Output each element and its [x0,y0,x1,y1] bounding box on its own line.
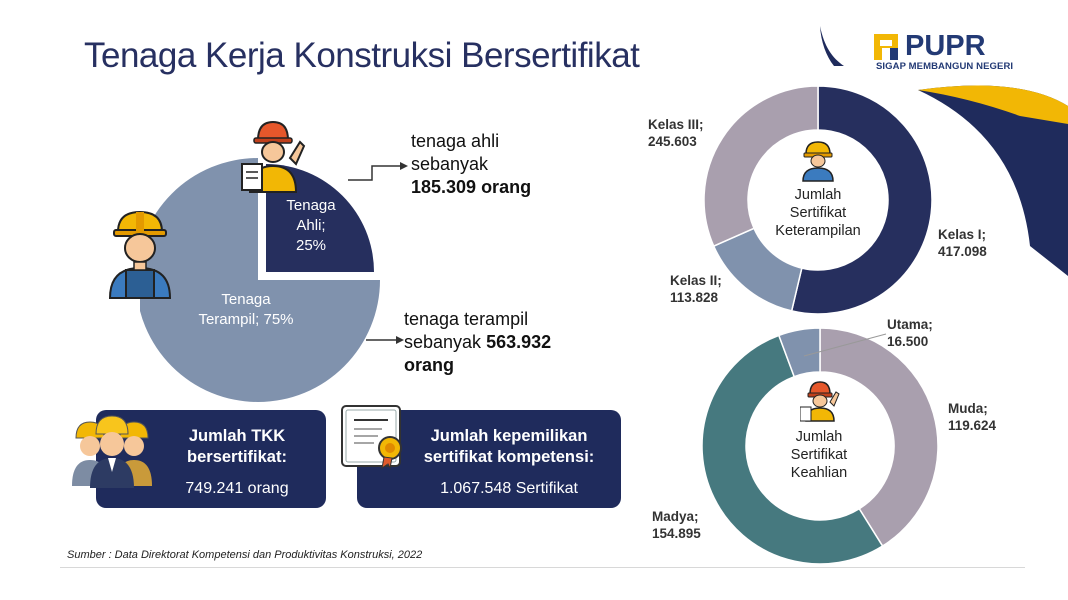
label-madya [652,508,701,542]
card-kepemilikan-value: 1.067.548 Sertifikat [440,480,578,497]
label-kelas-ii [670,272,722,306]
annotation-terampil [404,308,551,377]
pie-label-ahli-line1: Tenaga [286,197,336,214]
label-madya-name: Madya; [652,509,699,524]
label-kelas-iii-value: 245.603 [648,134,697,149]
donut-1-center-label [760,186,876,240]
label-kelas-i-name: Kelas I; [938,227,987,242]
annotation-ahli [411,130,531,199]
group-workers-icon [72,408,152,488]
donut-1-center-line1: Jumlah [794,187,842,203]
label-kelas-iii-name: Kelas III; [648,117,704,132]
pie-label-ahli [276,196,346,256]
engineer-small-icon [800,380,840,422]
annotation-ahli-line2: sebanyak [411,154,489,174]
logo-wordmark: PUPR [905,30,986,62]
donut-2-center-label [766,428,872,482]
label-muda-value: 119.624 [948,418,997,433]
source-note: Sumber : Data Direktorat Kompetensi dan Produktivitas Konstruksi, 2022 [67,549,423,561]
label-utama-name: Utama; [887,317,933,332]
utama-leader-line [790,326,900,366]
logo-tagline: SIGAP MEMBANGUN NEGERI [876,61,1014,72]
annotation-terampil-prefix: sebanyak [404,332,487,352]
pie-label-terampil-line1: Tenaga [221,291,271,308]
donut-2-center-line2: Sertifikat [790,447,848,463]
donut-2-center-line1: Jumlah [795,429,843,445]
pie-label-terampil [176,290,316,330]
engineer-icon [240,118,306,194]
worker-icon [104,208,176,300]
pie-label-ahli-line3: 25% [295,237,327,254]
card-kepemilikan-line2: sertifikat kompetensi: [423,448,595,466]
label-muda-name: Muda; [948,401,988,416]
annotation-terampil-line1: tenaga terampil [404,309,529,329]
card-kepemilikan-line1: Jumlah kepemilikan [430,427,588,445]
page-title: Tenaga Kerja Konstruksi Bersertifikat [84,36,640,75]
label-muda [948,400,996,434]
donut-2-center-line3: Keahlian [790,465,848,481]
annotation-terampil-unit: orang [404,355,455,375]
annotation-terampil-value: 563.932 [486,332,552,352]
annotation-ahli-value: 185.309 orang [411,177,532,197]
card-tkk-line2: bersertifikat: [187,448,287,466]
footer-divider [60,567,1025,568]
label-kelas-iii [648,116,704,150]
label-kelas-ii-value: 113.828 [670,290,719,305]
pie-label-ahli-line2: Ahli; [296,217,326,234]
donut-1-center-line3: Keterampilan [775,223,861,239]
certificate-icon [338,402,410,470]
donut-1-center-line2: Sertifikat [789,205,847,221]
card-tkk-value: 749.241 orang [185,480,289,497]
label-kelas-ii-name: Kelas II; [670,273,722,288]
label-kelas-i [938,226,987,260]
worker-small-icon [800,140,836,182]
card-tkk-line1: Jumlah TKK [188,427,286,445]
pie-label-terampil-line2: Terampil; 75% [198,311,294,328]
label-kelas-i-value: 417.098 [938,244,987,259]
label-utama-value: 16.500 [887,334,929,349]
annotation-ahli-line1: tenaga ahli [411,131,500,151]
label-madya-value: 154.895 [652,526,701,541]
pupr-emblem-icon [874,34,904,64]
